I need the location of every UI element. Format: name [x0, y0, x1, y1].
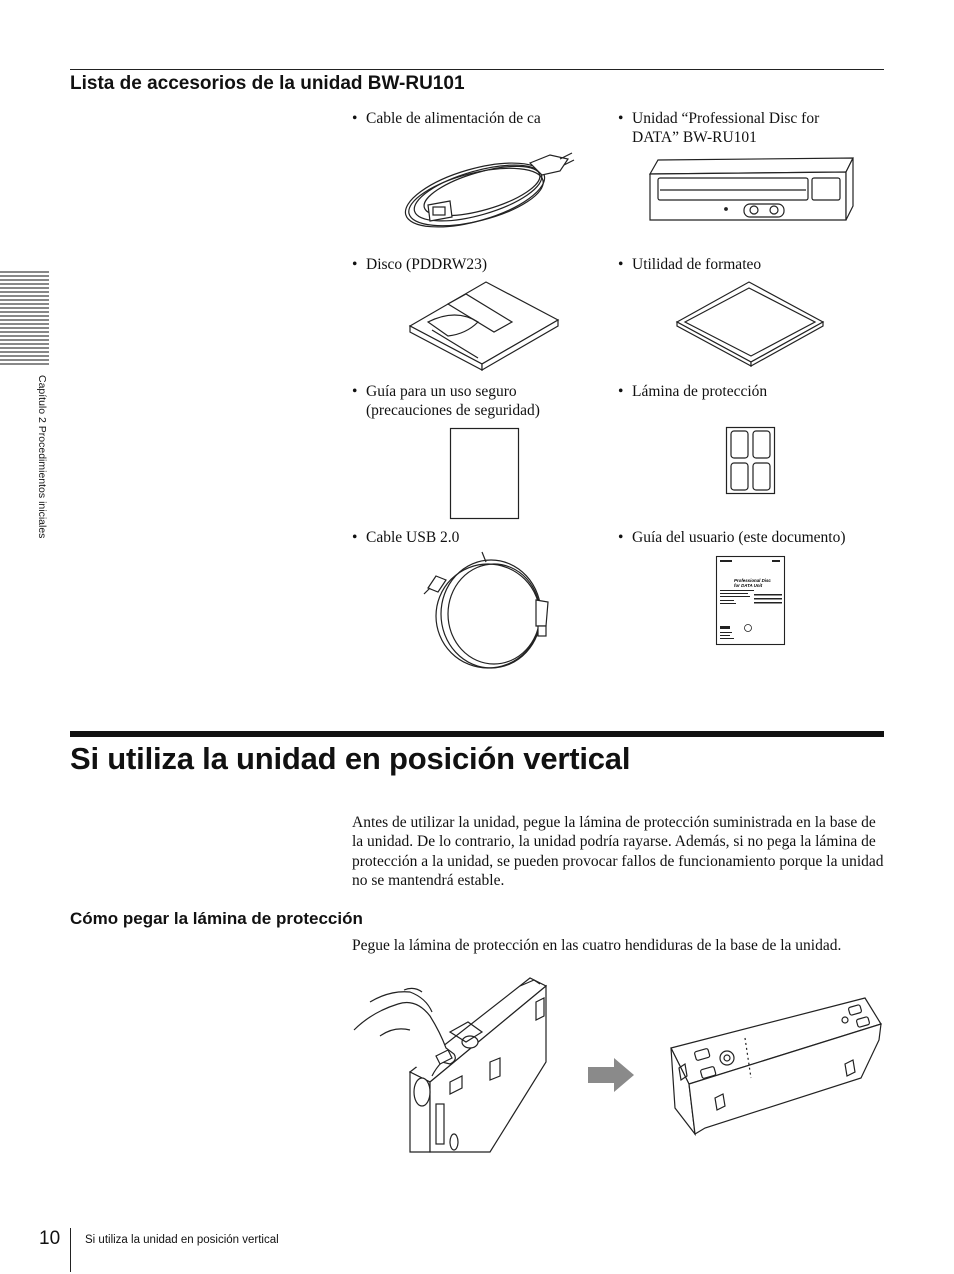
power-cable-illustration: [400, 145, 575, 235]
list-item-format-utility: [618, 255, 858, 274]
usb-cable-illustration: [416, 552, 566, 672]
bullet: •: [618, 529, 624, 546]
page-section-title: Si utiliza la unidad en posición vertical: [70, 741, 631, 776]
section-rule: [70, 731, 884, 737]
drive-unit-illustration: [648, 156, 853, 222]
protection-sheet-illustration: [726, 427, 776, 495]
disc-cartridge-illustration: [408, 282, 560, 370]
item-label: Disco (PDDRW23): [366, 256, 487, 273]
top-rule: [70, 69, 884, 70]
cd-case-illustration: [675, 282, 825, 366]
list-item-safety-guide: [352, 382, 582, 420]
bullet: •: [352, 529, 358, 546]
page-number: 10: [39, 1228, 61, 1249]
intro-paragraph: Antes de utilizar la unidad, pegue la lámina de protección suministrada en la base de la unidad. De lo contrario, la unidad podría rayarse. Además, si no pega la lámina de protección a la unidad, se pueden provocar fallos de funcionamiento porque la unidad no se mantendrá estable.: [352, 814, 884, 889]
instruction-text: Pegue la lámina de protección en las cuatro hendiduras de la base de la unidad.: [352, 937, 842, 954]
item-label: Guía del usuario (este documento): [632, 529, 846, 546]
chapter-tab-stripes: [0, 270, 49, 366]
attaching-sheet-illustration: [350, 972, 555, 1152]
list-item-drive-unit: [618, 109, 858, 147]
section-heading-accessories: Lista de accesorios de la unidad BW-RU101: [70, 73, 465, 94]
cover-title-line2: for DATA Unit: [734, 583, 763, 588]
list-item-disc: [352, 255, 592, 274]
footer-rule: [70, 1228, 71, 1272]
item-label: Cable de alimentación de ca: [366, 110, 541, 127]
bullet: •: [618, 256, 624, 273]
item-label: Unidad “Professional Disc for DATA” BW-RU101: [632, 110, 820, 146]
running-title: Si utiliza la unidad en posición vertical: [85, 1234, 279, 1246]
bullet: •: [352, 383, 358, 400]
user-guide-cover-illustration: [716, 556, 786, 646]
bullet: •: [352, 110, 358, 127]
list-item-power-cable: [352, 109, 592, 128]
item-label: Cable USB 2.0: [366, 529, 460, 546]
safety-guide-sheet-illustration: [450, 428, 520, 520]
bullet: •: [618, 383, 624, 400]
cover-title-line1: Professional Disc: [734, 578, 771, 583]
chapter-side-label: Capítulo 2 Procedimientos iniciales: [36, 375, 48, 539]
item-label: Utilidad de formateo: [632, 256, 762, 273]
right-arrow-icon: [588, 1058, 634, 1092]
bullet: •: [618, 110, 624, 127]
unit-base-illustration: [665, 998, 885, 1134]
list-item-protection-sheet: [618, 382, 858, 401]
bullet: •: [352, 256, 358, 273]
item-label: Lámina de protección: [632, 383, 768, 400]
list-item-usb-cable: [352, 528, 592, 547]
list-item-user-guide: [618, 528, 878, 547]
subheading-attach-sheet: Cómo pegar la lámina de protección: [70, 909, 363, 928]
item-label: Guía para un uso seguro (precauciones de seguridad): [366, 383, 540, 419]
